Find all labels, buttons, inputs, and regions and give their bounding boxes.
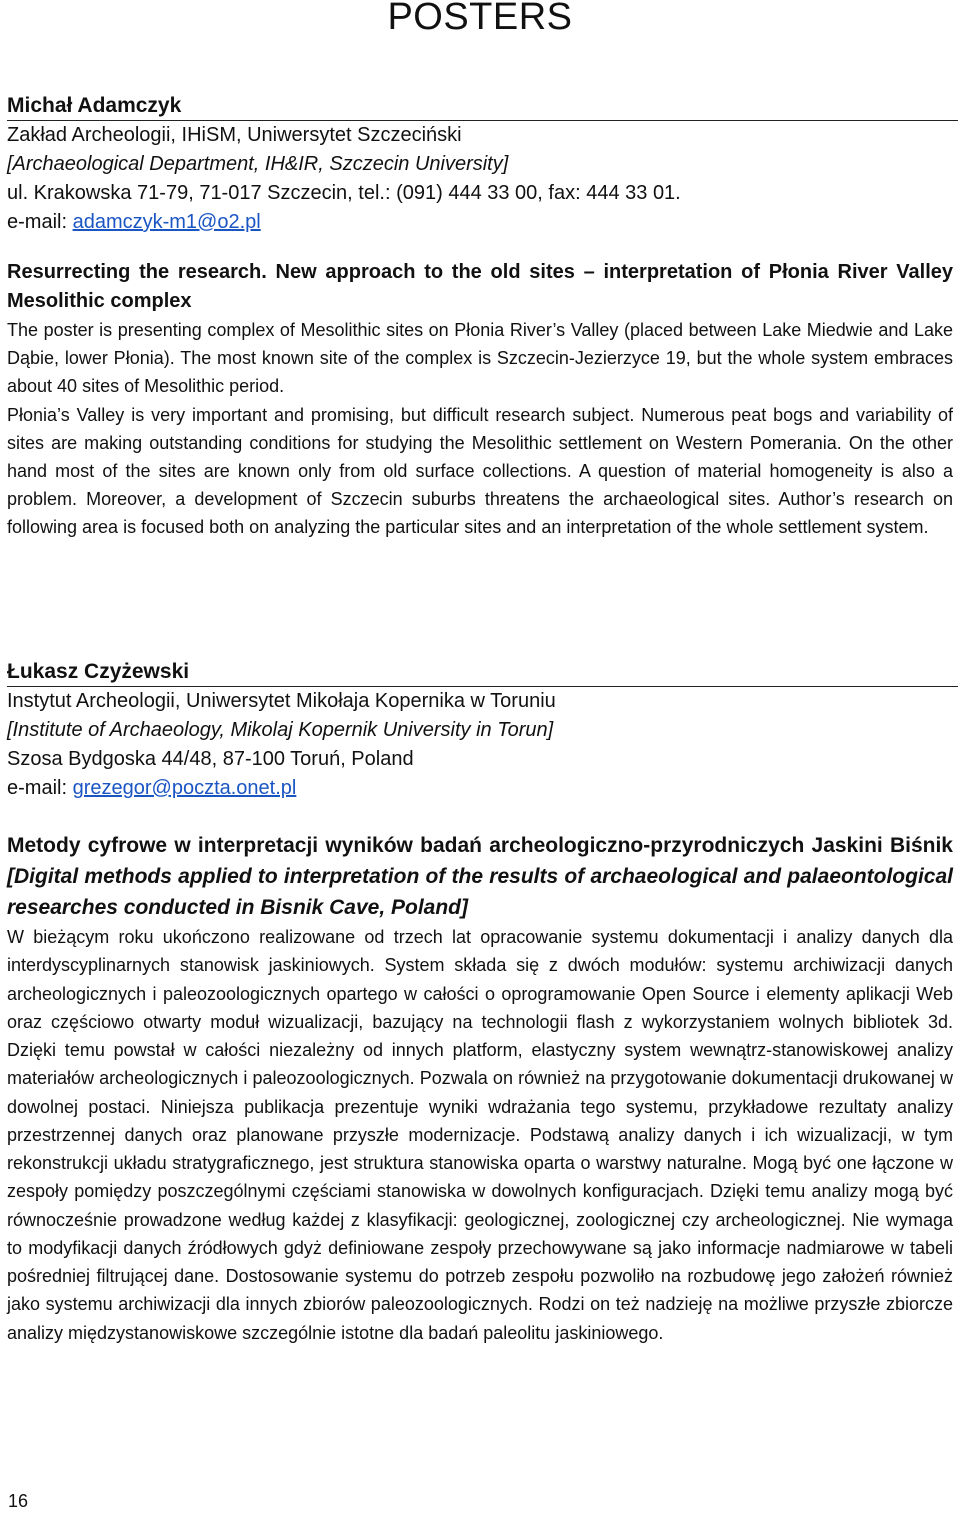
affiliation: Instytut Archeologii, Uniwersytet Mikołaja Kopernika w Toruniu — [7, 690, 556, 712]
page-title: POSTERS — [387, 0, 573, 38]
abstract-title-polish: Metody cyfrowe w interpretacji wyników badań archeologiczno-przyrodniczych Jaskini Biśnik — [7, 834, 953, 857]
email-label: e-mail: — [7, 777, 73, 799]
page-number: 16 — [8, 1491, 29, 1511]
email-line — [7, 208, 953, 237]
abstract-body — [7, 316, 953, 542]
abstract-paragraph: Płonia’s Valley is very important and promising, but difficult research subject. Numerous peat bogs and variability of sites are making outstanding conditions for studying the Mesolithic settlement on Western Pomerania. On the other hand most of the sites are known only from old surface collections. A question of material homogeneity is also a problem. Moreover, a development of Szczecin suburbs threatens the archaeological sites. Author’s research on following area is focused both on analyzing the particular sites and an interpretation of the whole settlement system. — [7, 404, 953, 538]
email-label: e-mail: — [7, 211, 73, 233]
postal-address: Szosa Bydgoska 44/48, 87-100 Toruń, Poland — [7, 748, 414, 770]
poster-entry-czyzewski — [7, 659, 953, 1347]
email-link[interactable]: grezegor@poczta.onet.pl — [72, 777, 297, 799]
abstract-body — [7, 923, 953, 1347]
poster-entry-adamczyk — [7, 93, 953, 542]
author-name: Michał Adamczyk — [7, 93, 958, 121]
affiliation: Zakład Archeologii, IHiSM, Uniwersytet Szczeciński — [7, 124, 462, 146]
abstract-paragraph: The poster is presenting complex of Mesolithic sites on Płonia River’s Valley (placed between Lake Miedwie and Lake Dąbie, lower Płonia). The most known site of the complex is Szczecin-Jezierzyce 19, but the whole system embraces about 40 sites of Mesolithic period. — [7, 320, 953, 397]
abstract-title-english: [Digital methods applied to interpretation of the results of archaeological and palaeontological researches conducted in Bisnik Cave, Poland] — [7, 865, 953, 919]
email-link[interactable]: adamczyk-m1@o2.pl — [72, 211, 261, 233]
abstract-title — [7, 830, 953, 923]
abstract-paragraph: W bieżącym roku ukończono realizowane od trzech lat opracowanie systemu dokumentacji i analizy danych dla interdyscyplinarnych stanowisk jaskiniowych. System składa się z dwóch modułów: systemu archiwizacji danych archeologicznych i paleozoologicznych opartego w całości o oprogramowanie Open Source i elementy aplikacji Web oraz częściowo otwarty moduł wizualizacji, bazujący na technologii flash z wykorzystaniem wolnych bibliotek 3d. Dzięki temu powstał w całości niezależny od innych platform, elastyczny system wewnątrz-stanowiskowej analizy materiałów archeologicznych i paleozoologicznych. Pozwala on również na przygotowanie dokumentacji drukowanej w dowolnej postaci. Niniejsza publikacja prezentuje wyniki wdrażania tego systemu, przykładowe rezultaty analizy przestrzennej danych oraz planowane przyszłe modernizacje. Podstawą analizy danych i ich wizualizacji, w tym rekonstrukcji układu stratygraficznego, jest struktura stanowiska oparta o warstwy naturalne. Mogą być one łączone w zespoły pomiędzy poszczególnymi częściami stanowiska w dowolnych konfiguracjach. Dzięki temu analizy mogą być równocześnie prowadzone według każdej z klasyfikacji: geologicznej, zoologicznej czy archeologicznej. Nie wymaga to modyfikacji danych źródłowych gdyż definiowane zespoły przechowywane są jako informacje nadmiarowe w tabeli pośredniej filtrującej dane. Dostosowanie systemu do potrzeb zespołu pozwoliło na rozbudowę jego założeń również jako systemu archiwizacji dla innych zbiorów paleozoologicznych. Rodzi on też nadzieję na możliwe przyszłe zbiorcze analizy międzystanowiskowe szczególnie istotne dla badań paleolitu jaskiniowego. — [7, 927, 953, 1343]
email-line — [7, 774, 953, 803]
postal-address: ul. Krakowska 71-79, 71-017 Szczecin, tel.: (091) 444 33 00, fax: 444 33 01. — [7, 182, 681, 204]
affiliation-english: [Archaeological Department, IH&IR, Szczecin University] — [7, 153, 509, 175]
author-name: Łukasz Czyżewski — [7, 659, 958, 687]
affiliation-english: [Institute of Archaeology, Mikolaj Kopernik University in Torun] — [7, 719, 554, 741]
abstract-title: Resurrecting the research. New approach to the old sites – interpretation of Płonia River Valley Mesolithic complex — [7, 261, 953, 312]
